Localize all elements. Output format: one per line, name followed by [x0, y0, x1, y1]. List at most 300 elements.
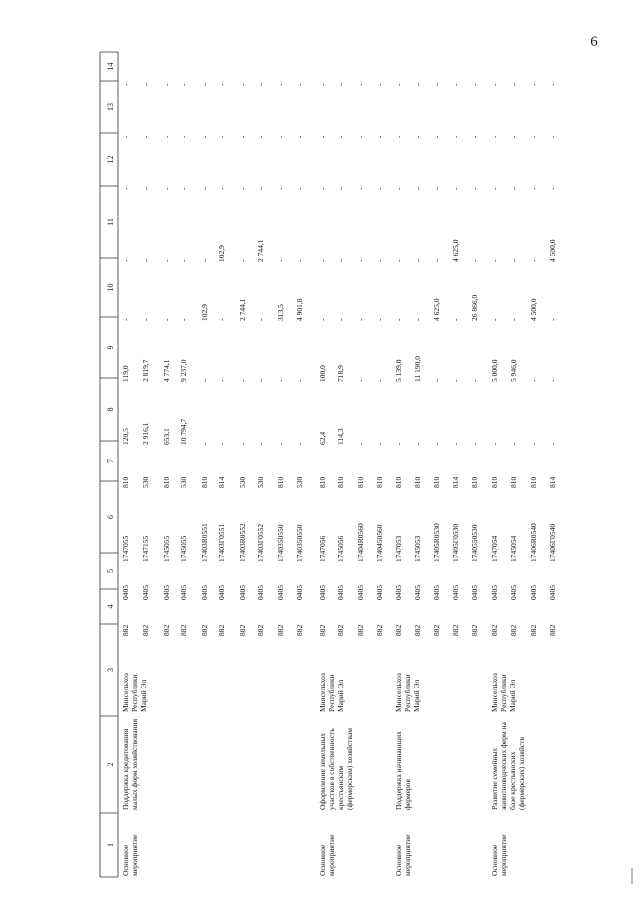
table-cell: 2 744,1: [256, 239, 265, 262]
table-cell: -: [432, 379, 441, 382]
table-cell: -: [121, 135, 130, 138]
table-cell: 5 946,0: [509, 359, 518, 382]
table-cell: 0405: [394, 585, 403, 600]
table-cell: 810: [394, 476, 403, 488]
table-cell: -: [394, 135, 403, 138]
table-cell: -: [256, 442, 265, 445]
table-cell: 1740550530: [470, 524, 479, 562]
table-cell: 2 819,7: [141, 359, 150, 382]
table-cell: -: [432, 135, 441, 138]
table-cell: 530: [179, 476, 188, 488]
table-cell: -: [162, 83, 171, 86]
table-cell: -: [432, 259, 441, 262]
table-cell: 10 794,7: [179, 418, 188, 445]
table-cell: -: [470, 442, 479, 445]
table-cell: 530: [141, 476, 150, 488]
event-name: крестьянским: [336, 765, 345, 810]
table-cell: -: [529, 379, 538, 382]
table-cell: -: [256, 187, 265, 190]
table-cell: -: [318, 83, 327, 86]
table-cell: 4 625,0: [432, 298, 441, 321]
table-cell: -: [356, 135, 365, 138]
table-cell: 810: [200, 476, 209, 488]
table-cell: -: [318, 318, 327, 321]
table-cell: -: [238, 442, 247, 445]
table-cell: 17406Г0540: [548, 523, 557, 562]
table-cell: 0405: [162, 585, 171, 600]
event-type-label: мероприятие: [130, 834, 139, 876]
table-cell: 2 744,1: [238, 298, 247, 321]
table-cell: 810: [413, 476, 422, 488]
event-name: базе крестьянских: [508, 751, 517, 810]
table-cell: 0405: [375, 585, 384, 600]
table-cell: -: [200, 379, 209, 382]
table-cell: 718,9: [336, 365, 345, 382]
table-row: [162, 83, 171, 636]
table-cell: -: [200, 83, 209, 86]
table-cell: -: [413, 442, 422, 445]
table-row: [375, 83, 384, 636]
column-number: 11: [106, 218, 115, 226]
table-cell: -: [318, 135, 327, 138]
table-cell: 814: [548, 476, 557, 488]
table-row: [200, 83, 209, 636]
table-cell: 17405Г0530: [451, 523, 460, 562]
table-cell: 882: [295, 624, 304, 636]
column-number: 7: [106, 459, 115, 463]
table-cell: 0405: [490, 585, 499, 600]
event-name: малых форм хозяйствования: [130, 718, 139, 810]
table-cell: -: [200, 135, 209, 138]
table-cell: -: [217, 318, 226, 321]
table-row: [394, 83, 403, 636]
table-cell: 2 916,1: [141, 422, 150, 445]
table-row: [318, 83, 327, 636]
table-cell: 882: [121, 624, 130, 636]
table-row: [179, 83, 188, 636]
table-cell: 0405: [318, 585, 327, 600]
table-cell: 882: [276, 624, 285, 636]
table-cell: -: [336, 135, 345, 138]
table-cell: 810: [375, 476, 384, 488]
table-cell: -: [509, 83, 518, 86]
table-cell: -: [394, 83, 403, 86]
table-cell: -: [548, 135, 557, 138]
table-cell: 882: [394, 624, 403, 636]
table-cell: -: [375, 83, 384, 86]
column-number: 6: [106, 515, 115, 519]
event-type-label: Основное: [394, 844, 403, 876]
table-cell: -: [217, 442, 226, 445]
table-cell: 0405: [336, 585, 345, 600]
table-cell: 810: [432, 476, 441, 488]
column-number: 13: [106, 103, 115, 111]
table-cell: -: [336, 259, 345, 262]
table-cell: 1740350550: [276, 524, 285, 562]
table-cell: 1745055: [162, 535, 171, 562]
table-cell: -: [413, 259, 422, 262]
table-cell: -: [179, 259, 188, 262]
table-cell: 882: [162, 624, 171, 636]
table-cell: -: [470, 259, 479, 262]
event-type-label: Основное: [490, 844, 499, 876]
table-row: [509, 83, 518, 636]
executor-name: Марий Эл: [508, 679, 517, 712]
event-name: (фермерских) хозяйств: [517, 736, 526, 810]
table-cell: 810: [318, 476, 327, 488]
table-cell: -: [375, 442, 384, 445]
table-cell: -: [336, 83, 345, 86]
table-cell: 882: [509, 624, 518, 636]
table-cell: -: [356, 442, 365, 445]
table-cell: 810: [529, 476, 538, 488]
table-cell: -: [141, 318, 150, 321]
table-cell: -: [548, 442, 557, 445]
table-cell: 0405: [141, 585, 150, 600]
table-cell: -: [238, 259, 247, 262]
table-cell: 0405: [179, 585, 188, 600]
table-cell: -: [529, 259, 538, 262]
table-cell: -: [295, 259, 304, 262]
table-cell: 0405: [548, 585, 557, 600]
table-cell: 882: [548, 624, 557, 636]
table-cell: 0405: [529, 585, 538, 600]
table-cell: -: [375, 379, 384, 382]
table-cell: -: [256, 83, 265, 86]
table-cell: -: [141, 187, 150, 190]
table-cell: 810: [470, 476, 479, 488]
table-cell: 1740450560: [375, 524, 384, 562]
table-cell: 17403Г0551: [217, 523, 226, 562]
event-name: Поддержка начинающих: [394, 731, 403, 810]
table-cell: 0405: [238, 585, 247, 600]
table-cell: -: [548, 379, 557, 382]
table-row: [217, 83, 226, 636]
table-cell: -: [295, 379, 304, 382]
table-cell: 810: [490, 476, 499, 488]
block-2: [318, 83, 384, 876]
table-cell: 882: [179, 624, 188, 636]
executor-name: Минсельхоз: [490, 673, 499, 712]
event-name: Поддержка кредитования: [121, 728, 130, 810]
table-cell: -: [451, 442, 460, 445]
table-cell: -: [413, 135, 422, 138]
table-cell: 810: [336, 476, 345, 488]
table-cell: 1745055: [179, 535, 188, 562]
table-cell: -: [509, 318, 518, 321]
table-cell: -: [121, 187, 130, 190]
table-cell: 1747155: [141, 535, 150, 562]
table-cell: -: [179, 135, 188, 138]
table-cell: 882: [413, 624, 422, 636]
table-cell: -: [141, 259, 150, 262]
table-cell: 0405: [509, 585, 518, 600]
table-cell: -: [336, 318, 345, 321]
table-cell: 882: [141, 624, 150, 636]
table-cell: 4 901,8: [295, 298, 304, 321]
table-cell: -: [375, 187, 384, 190]
table-cell: 0405: [295, 585, 304, 600]
table-cell: 0405: [256, 585, 265, 600]
table-cell: -: [336, 187, 345, 190]
table-cell: 882: [490, 624, 499, 636]
block-3: [394, 83, 479, 876]
table-cell: 4 625,0: [451, 239, 460, 262]
table-cell: -: [276, 135, 285, 138]
table-cell: -: [276, 187, 285, 190]
executor-name: Республики: [327, 674, 336, 712]
table-row: [529, 83, 538, 636]
table-cell: 882: [451, 624, 460, 636]
table-cell: -: [200, 187, 209, 190]
event-name: фермеров: [403, 779, 412, 810]
table-cell: -: [356, 318, 365, 321]
column-number: 10: [106, 283, 115, 292]
event-name: Развитие семейных: [490, 747, 499, 810]
event-name: участков в собственность: [327, 728, 336, 810]
event-name: (фермерским) хозяйствам: [345, 727, 354, 810]
table-cell: 0405: [413, 585, 422, 600]
table-cell: -: [548, 83, 557, 86]
page-number: 6: [590, 34, 598, 50]
table-cell: -: [276, 442, 285, 445]
executor-name: Марий Эл: [336, 679, 345, 712]
table-row: [470, 83, 479, 636]
table-cell: 814: [217, 476, 226, 488]
table-cell: 1745054: [509, 535, 518, 562]
table-cell: -: [470, 83, 479, 86]
table-cell: -: [217, 187, 226, 190]
table-cell: -: [179, 187, 188, 190]
event-type-label: мероприятие: [403, 834, 412, 876]
table-cell: -: [162, 318, 171, 321]
table-cell: 313,5: [276, 304, 285, 321]
table-cell: -: [318, 187, 327, 190]
table-cell: 0405: [356, 585, 365, 600]
table-cell: 882: [470, 624, 479, 636]
table-cell: 102,9: [200, 304, 209, 321]
table-cell: -: [490, 187, 499, 190]
table-row: [413, 83, 422, 636]
table-cell: -: [141, 83, 150, 86]
table-cell: 814: [451, 476, 460, 488]
table-cell: -: [295, 187, 304, 190]
column-number: 2: [106, 762, 115, 767]
table-cell: -: [490, 259, 499, 262]
table-cell: -: [256, 135, 265, 138]
table-cell: -: [451, 379, 460, 382]
table-cell: 653,1: [162, 428, 171, 445]
table-row: [276, 83, 285, 636]
table-cell: -: [295, 135, 304, 138]
table-cell: -: [121, 83, 130, 86]
table-row: [432, 83, 441, 636]
event-type-label: мероприятие: [499, 834, 508, 876]
table-cell: -: [200, 442, 209, 445]
table-row: [336, 83, 345, 636]
column-number: 5: [106, 569, 115, 573]
table-cell: -: [356, 83, 365, 86]
table-cell: 882: [529, 624, 538, 636]
table-cell: 4 500,0: [529, 298, 538, 321]
executor-name: Республики: [130, 674, 139, 712]
table-cell: 882: [238, 624, 247, 636]
event-type-label: Основное: [318, 844, 327, 876]
table-row: [295, 83, 304, 636]
table-cell: -: [238, 187, 247, 190]
table-cell: 17403R0552: [238, 523, 247, 562]
table-cell: 810: [276, 476, 285, 488]
table-cell: 9 237,0: [179, 359, 188, 382]
table-cell: -: [238, 135, 247, 138]
table-cell: -: [356, 187, 365, 190]
table-cell: -: [451, 135, 460, 138]
table-cell: 1745053: [413, 535, 422, 562]
table-cell: -: [162, 259, 171, 262]
table-cell: -: [509, 259, 518, 262]
table-cell: 0405: [451, 585, 460, 600]
table-cell: -: [413, 318, 422, 321]
table-cell: 810: [162, 476, 171, 488]
table-cell: -: [179, 318, 188, 321]
table-cell: -: [451, 83, 460, 86]
table-row: [356, 83, 365, 636]
table-cell: 882: [375, 624, 384, 636]
table-cell: -: [276, 259, 285, 262]
table-cell: -: [413, 187, 422, 190]
table-cell: 530: [238, 476, 247, 488]
table-cell: -: [179, 83, 188, 86]
table-cell: -: [375, 135, 384, 138]
column-number-header: [106, 63, 115, 848]
table-cell: 810: [121, 476, 130, 488]
table-cell: -: [394, 187, 403, 190]
table-cell: 882: [336, 624, 345, 636]
table-cell: -: [121, 259, 130, 262]
table-cell: 882: [318, 624, 327, 636]
table-cell: -: [490, 318, 499, 321]
table-cell: 100,0: [318, 365, 327, 382]
table-cell: -: [548, 187, 557, 190]
table-cell: 0405: [432, 585, 441, 600]
table-row: [548, 83, 557, 636]
table-cell: 17404R0560: [356, 523, 365, 562]
table-cell: 119,0: [121, 365, 130, 382]
table-cell: -: [509, 187, 518, 190]
table-cell: -: [356, 379, 365, 382]
table-cell: 1747055: [121, 535, 130, 562]
table-cell: -: [121, 318, 130, 321]
table-cell: 810: [356, 476, 365, 488]
table-row: [256, 83, 265, 636]
table-cell: 810: [509, 476, 518, 488]
table-cell: -: [162, 135, 171, 138]
table-cell: 882: [217, 624, 226, 636]
column-number: 8: [106, 407, 115, 412]
table-cell: 1747053: [394, 535, 403, 562]
executor-name: Республики: [499, 674, 508, 712]
executor-name: Марий Эл: [139, 679, 148, 712]
table-cell: -: [375, 259, 384, 262]
table-cell: 0405: [121, 585, 130, 600]
table-cell: 26 866,0: [470, 294, 479, 321]
table-frame: [100, 52, 118, 877]
table-cell: 1747056: [318, 535, 327, 562]
table-cell: 17405R0530: [432, 523, 441, 562]
column-number: 14: [106, 62, 115, 71]
column-number: 12: [106, 155, 115, 164]
table-cell: -: [256, 379, 265, 382]
executor-name: Республики: [403, 674, 412, 712]
block-1: [121, 83, 304, 876]
table-cell: -: [394, 442, 403, 445]
executor-name: Минсельхоз: [394, 673, 403, 712]
executor-name: Марий Эл: [412, 679, 421, 712]
event-name: Оформление земельных: [318, 732, 327, 810]
table-cell: -: [238, 83, 247, 86]
table-cell: 530: [256, 476, 265, 488]
table-cell: -: [217, 83, 226, 86]
table-cell: 120,5: [121, 428, 130, 445]
table-cell: -: [276, 379, 285, 382]
table-row: [490, 83, 499, 636]
table-cell: 0405: [200, 585, 209, 600]
table-cell: -: [529, 135, 538, 138]
table-cell: -: [451, 187, 460, 190]
table-row: [121, 83, 130, 636]
table-cell: 882: [432, 624, 441, 636]
table-cell: -: [529, 187, 538, 190]
table-cell: 17406R0540: [529, 523, 538, 562]
table-cell: 17403R0551: [200, 523, 209, 562]
table-cell: -: [394, 259, 403, 262]
table-cell: -: [295, 83, 304, 86]
table-cell: 4 500,0: [548, 239, 557, 262]
block-4: [490, 83, 557, 876]
table-cell: -: [509, 442, 518, 445]
executor-name: Минсельхоз: [121, 673, 130, 712]
table-cell: -: [432, 187, 441, 190]
event-type-label: Основное: [121, 844, 130, 876]
table-cell: 5 000,0: [490, 359, 499, 382]
table-cell: -: [356, 259, 365, 262]
table-cell: -: [470, 379, 479, 382]
table-cell: -: [375, 318, 384, 321]
table-cell: -: [529, 83, 538, 86]
table-cell: 0405: [470, 585, 479, 600]
table-cell: -: [470, 135, 479, 138]
table-cell: 1740350550: [295, 524, 304, 562]
table-cell: -: [470, 187, 479, 190]
table-cell: -: [256, 318, 265, 321]
table-cell: 17403Г0552: [256, 523, 265, 562]
table-cell: 882: [200, 624, 209, 636]
table-cell: 114,3: [336, 428, 345, 445]
column-number: 3: [106, 668, 115, 672]
table-cell: -: [200, 259, 209, 262]
executor-name: Минсельхоз: [318, 673, 327, 712]
table-cell: -: [432, 83, 441, 86]
table-cell: 882: [256, 624, 265, 636]
table-cell: -: [490, 83, 499, 86]
table-cell: 11 190,0: [413, 356, 422, 382]
table-cell: -: [451, 318, 460, 321]
table-row: [238, 83, 247, 636]
table-cell: -: [490, 135, 499, 138]
event-name: животноводческих ферм на: [499, 722, 508, 810]
table-cell: -: [394, 318, 403, 321]
event-type-label: мероприятие: [327, 834, 336, 876]
